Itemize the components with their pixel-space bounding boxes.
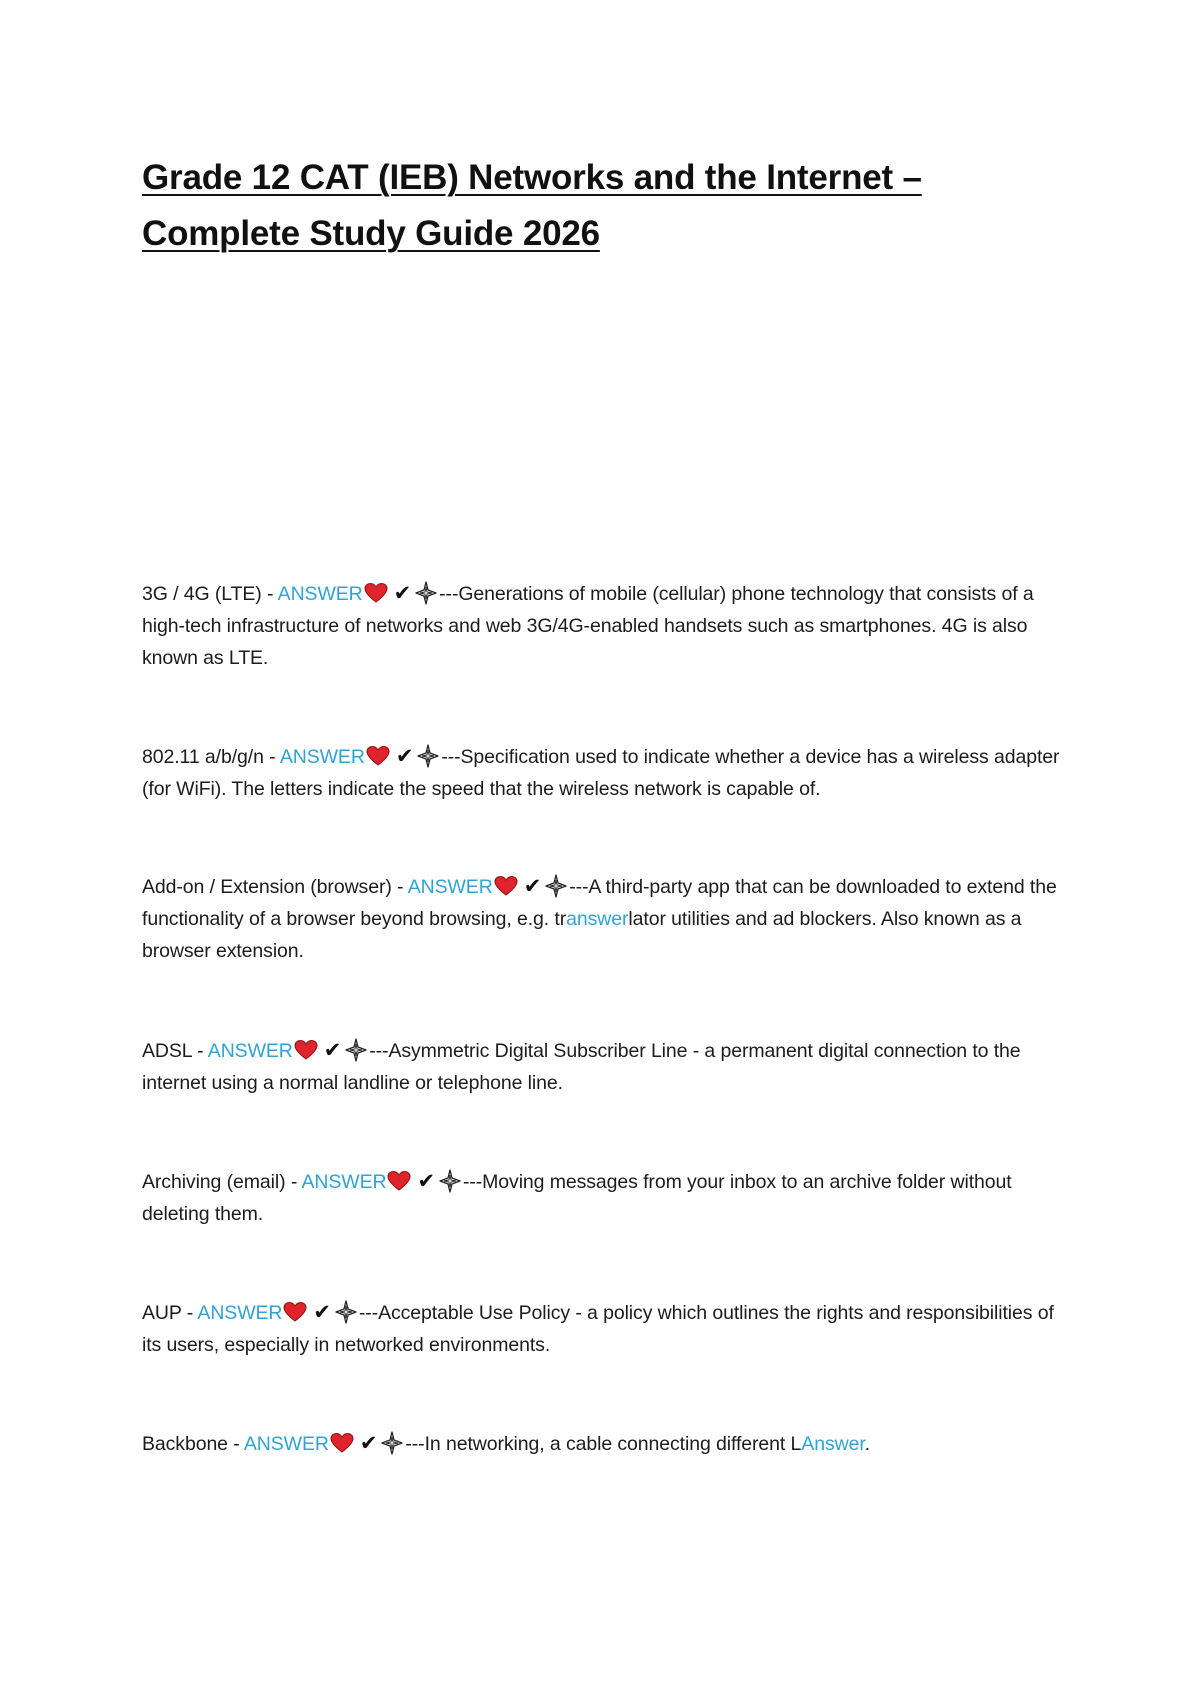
glossary-entry [142,1166,1062,1230]
entry-definition: ---Moving messages from your inbox to an archive folder without deleting them. [142,1171,1012,1225]
entry-term: ADSL - [142,1040,208,1062]
glossary-entry [142,1297,1062,1361]
entry-definition-end: lator utilities and ad blockers. Also known as a browser extension. [142,908,1022,962]
glossary-entry [142,1035,1062,1099]
heart-icon [494,876,518,896]
entry-definition: ---A third-party app that can be downloaded to extend the functionality of a browser beyond browsing, e.g. tr [142,876,1057,930]
answer-label: ANSWER [279,746,365,768]
answer-label: ANSWER [207,1040,293,1062]
check-icon: ✔ [417,1170,435,1193]
highlighted-text: Answer [801,1433,865,1455]
entry-term: 3G / 4G (LTE) - [142,583,278,605]
entry-definition: ---Asymmetric Digital Subscriber Line - a permanent digital connection to the internet using a normal landline or telephone line. [142,1040,1021,1094]
sparkle-icon [416,744,440,768]
entry-term: 802.11 a/b/g/n - [142,746,280,768]
sparkle-icon [544,874,568,898]
glossary-entry [142,741,1062,805]
sparkle-icon [380,1431,404,1455]
highlighted-text: answer [566,908,629,930]
sparkle-icon [438,1169,462,1193]
answer-label: ANSWER [407,876,493,898]
glossary-entry [142,578,1062,674]
check-icon: ✔ [313,1301,331,1324]
sparkle-icon [334,1300,358,1324]
answer-label: ANSWER [301,1171,387,1193]
entry-definition: ---Generations of mobile (cellular) phone technology that consists of a high-tech infrastructure of networks and web 3G/4G-enabled handsets such as smartphones. 4G is also known as LTE. [142,583,1034,669]
entry-term: Backbone - [142,1433,244,1455]
title-line-1: Grade 12 CAT (IEB) Networks and the Internet – [142,158,922,197]
check-icon: ✔ [323,1039,342,1062]
entry-definition: ---In networking, a cable connecting different L [405,1433,802,1455]
glossary-entry [142,1428,1062,1460]
glossary-entry [142,871,1062,967]
heart-icon [283,1302,307,1322]
document-title [142,150,1042,262]
entry-definition: ---Acceptable Use Policy - a policy which outlines the rights and responsibilities of its users, especially in networked environments. [142,1302,1054,1356]
heart-icon [387,1171,411,1191]
heart-icon [294,1040,318,1060]
answer-label: ANSWER [243,1433,329,1455]
sparkle-icon [344,1038,368,1062]
sparkle-icon [414,581,438,605]
heart-icon [330,1433,354,1453]
title-line-2: Complete Study Guide 2026 [142,214,600,253]
entry-term: Archiving (email) - [142,1171,302,1193]
heart-icon [364,583,388,603]
entry-term: AUP - [142,1302,198,1324]
check-icon: ✔ [395,745,414,768]
check-icon: ✔ [393,582,412,605]
answer-label: ANSWER [197,1302,283,1324]
entry-definition-end: . [864,1433,870,1455]
check-icon: ✔ [359,1432,378,1455]
heart-icon [366,746,390,766]
entry-definition: ---Specification used to indicate whether a device has a wireless adapter (for WiFi). The letters indicate the speed that the wireless network is capable of. [142,746,1060,800]
entry-term: Add-on / Extension (browser) - [142,876,408,898]
check-icon: ✔ [523,875,542,898]
answer-label: ANSWER [277,583,363,605]
